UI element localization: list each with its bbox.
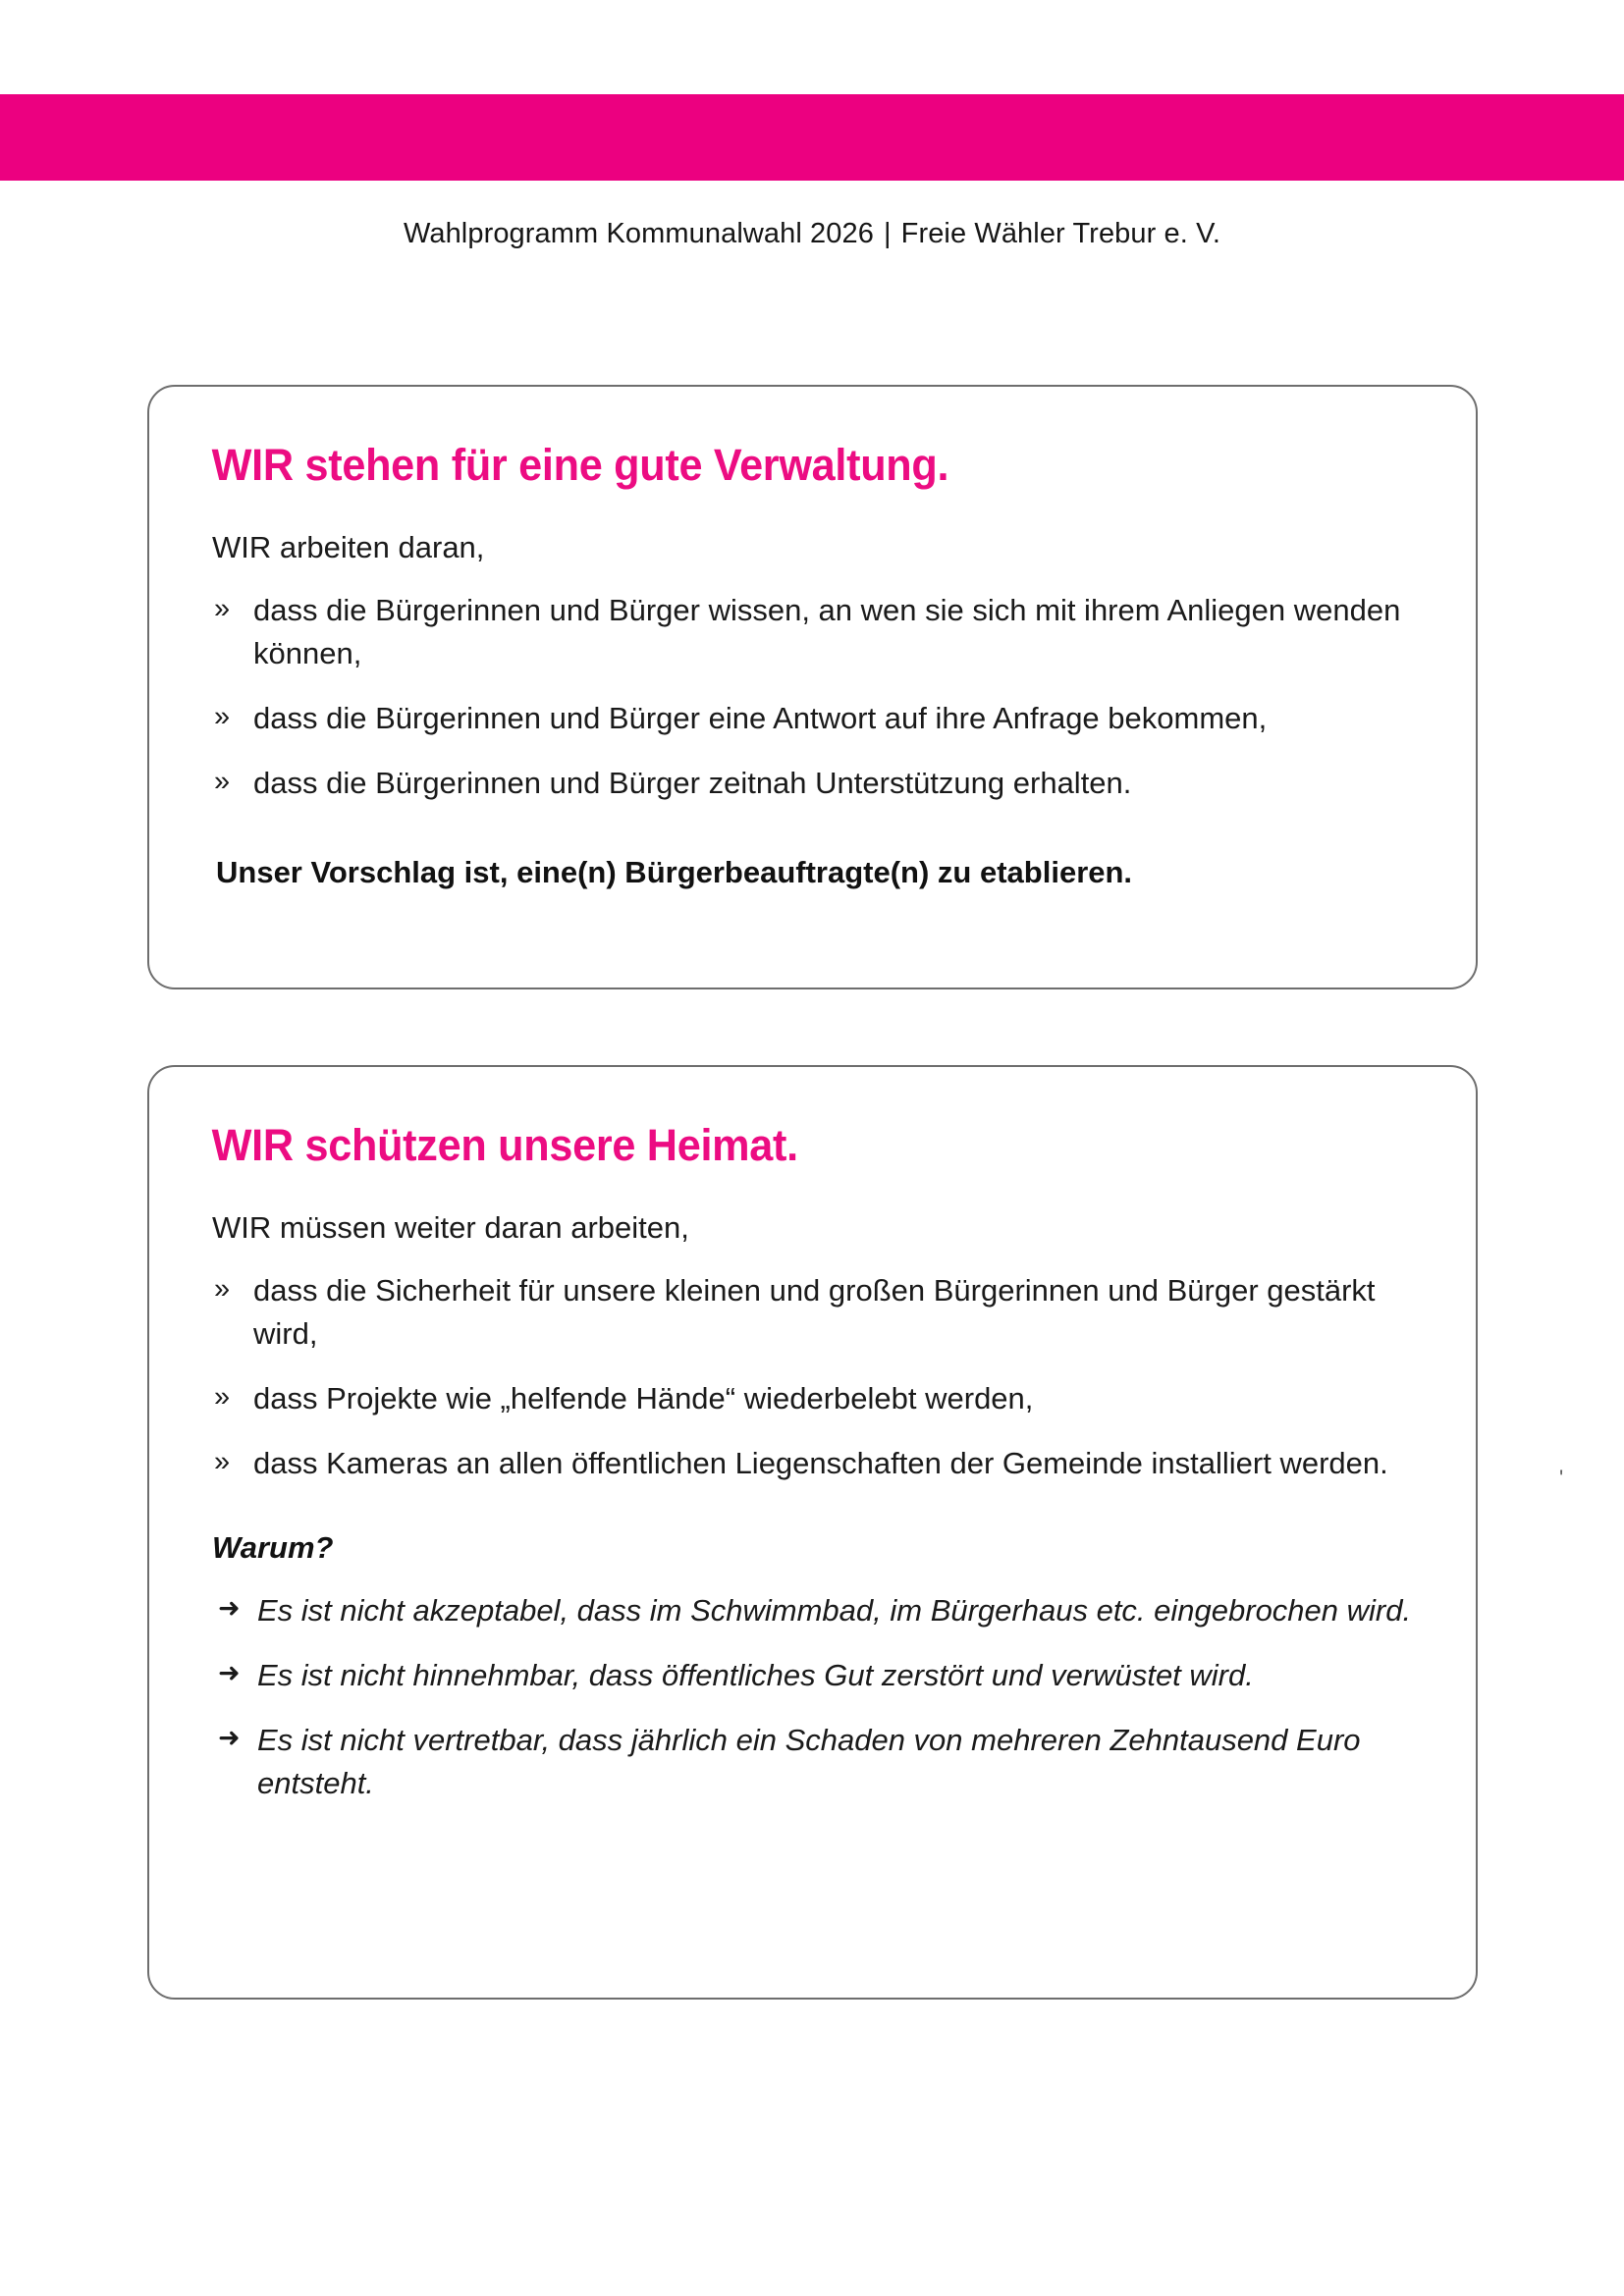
list-item-text: Es ist nicht vertretbar, dass jährlich ein Schaden von mehreren Zehntausend Euro entsteht. [257,1723,1361,1801]
chevron-double-right-icon: » [214,593,231,625]
arrow-right-icon: ➜ [218,1723,241,1753]
margin-artifact-mark: ' [1559,1466,1564,1490]
list-item-text: dass die Bürgerinnen und Bürger zeitnah Unterstützung erhalten. [253,766,1132,801]
top-accent-band [0,94,1624,181]
chevron-double-right-icon: » [214,1381,231,1414]
section-card-heimat [147,1065,1478,2000]
chevron-double-right-icon: » [214,1446,231,1478]
list-item-text: dass Projekte wie „helfende Hände“ wiederbelebt werden, [253,1381,1034,1416]
list-item [204,1719,1421,1805]
list-item [204,1589,1421,1632]
why-heading: Warum? [212,1530,334,1566]
list-item-text: dass die Bürgerinnen und Bürger wissen, an wen sie sich mit ihrem Anliegen wenden können, [253,593,1401,671]
list-item [204,1442,1421,1485]
section-conclusion-verwaltung: Unser Vorschlag ist, eine(n) Bürgerbeauftragte(n) zu etablieren. [216,855,1133,890]
running-header [0,218,1624,250]
list-item [204,1377,1421,1420]
list-item-text: dass die Sicherheit für unsere kleinen und großen Bürgerinnen und Bürger gestärkt wird, [253,1273,1376,1352]
section-card-verwaltung [147,385,1478,989]
chevron-double-right-icon: » [214,766,231,798]
running-header-separator: | [883,218,892,249]
section-intro-verwaltung: WIR arbeiten daran, [212,529,485,564]
running-header-left: Wahlprogramm Kommunalwahl 2026 [403,218,874,249]
list-item-text: dass Kameras an allen öffentlichen Liegenschaften der Gemeinde installiert werden. [253,1446,1388,1481]
arrow-right-icon: ➜ [218,1593,241,1624]
bullet-list-verwaltung [204,567,1421,805]
reason-list-heimat [204,1566,1421,1805]
list-item [204,697,1421,740]
arrow-right-icon: ➜ [218,1658,241,1688]
list-item-text: Es ist nicht akzeptabel, dass im Schwimmbad, im Bürgerhaus etc. eingebrochen wird. [257,1593,1412,1629]
chevron-double-right-icon: » [214,701,231,733]
list-item [204,1654,1421,1697]
chevron-double-right-icon: » [214,1273,231,1306]
list-item [204,589,1421,675]
section-heading-heimat: WIR schützen unsere Heimat. [211,1120,798,1170]
list-item-text: dass die Bürgerinnen und Bürger eine Antwort auf ihre Anfrage bekommen, [253,701,1268,736]
section-intro-heimat: WIR müssen weiter daran arbeiten, [212,1209,689,1245]
section-heading-verwaltung: WIR stehen für eine gute Verwaltung. [211,440,949,490]
bullet-list-heimat [204,1248,1421,1485]
list-item-text: Es ist nicht hinnehmbar, dass öffentliches Gut zerstört und verwüstet wird. [257,1658,1254,1693]
list-item [204,1269,1421,1356]
running-header-right: Freie Wähler Trebur e. V. [900,218,1221,249]
list-item [204,762,1421,805]
